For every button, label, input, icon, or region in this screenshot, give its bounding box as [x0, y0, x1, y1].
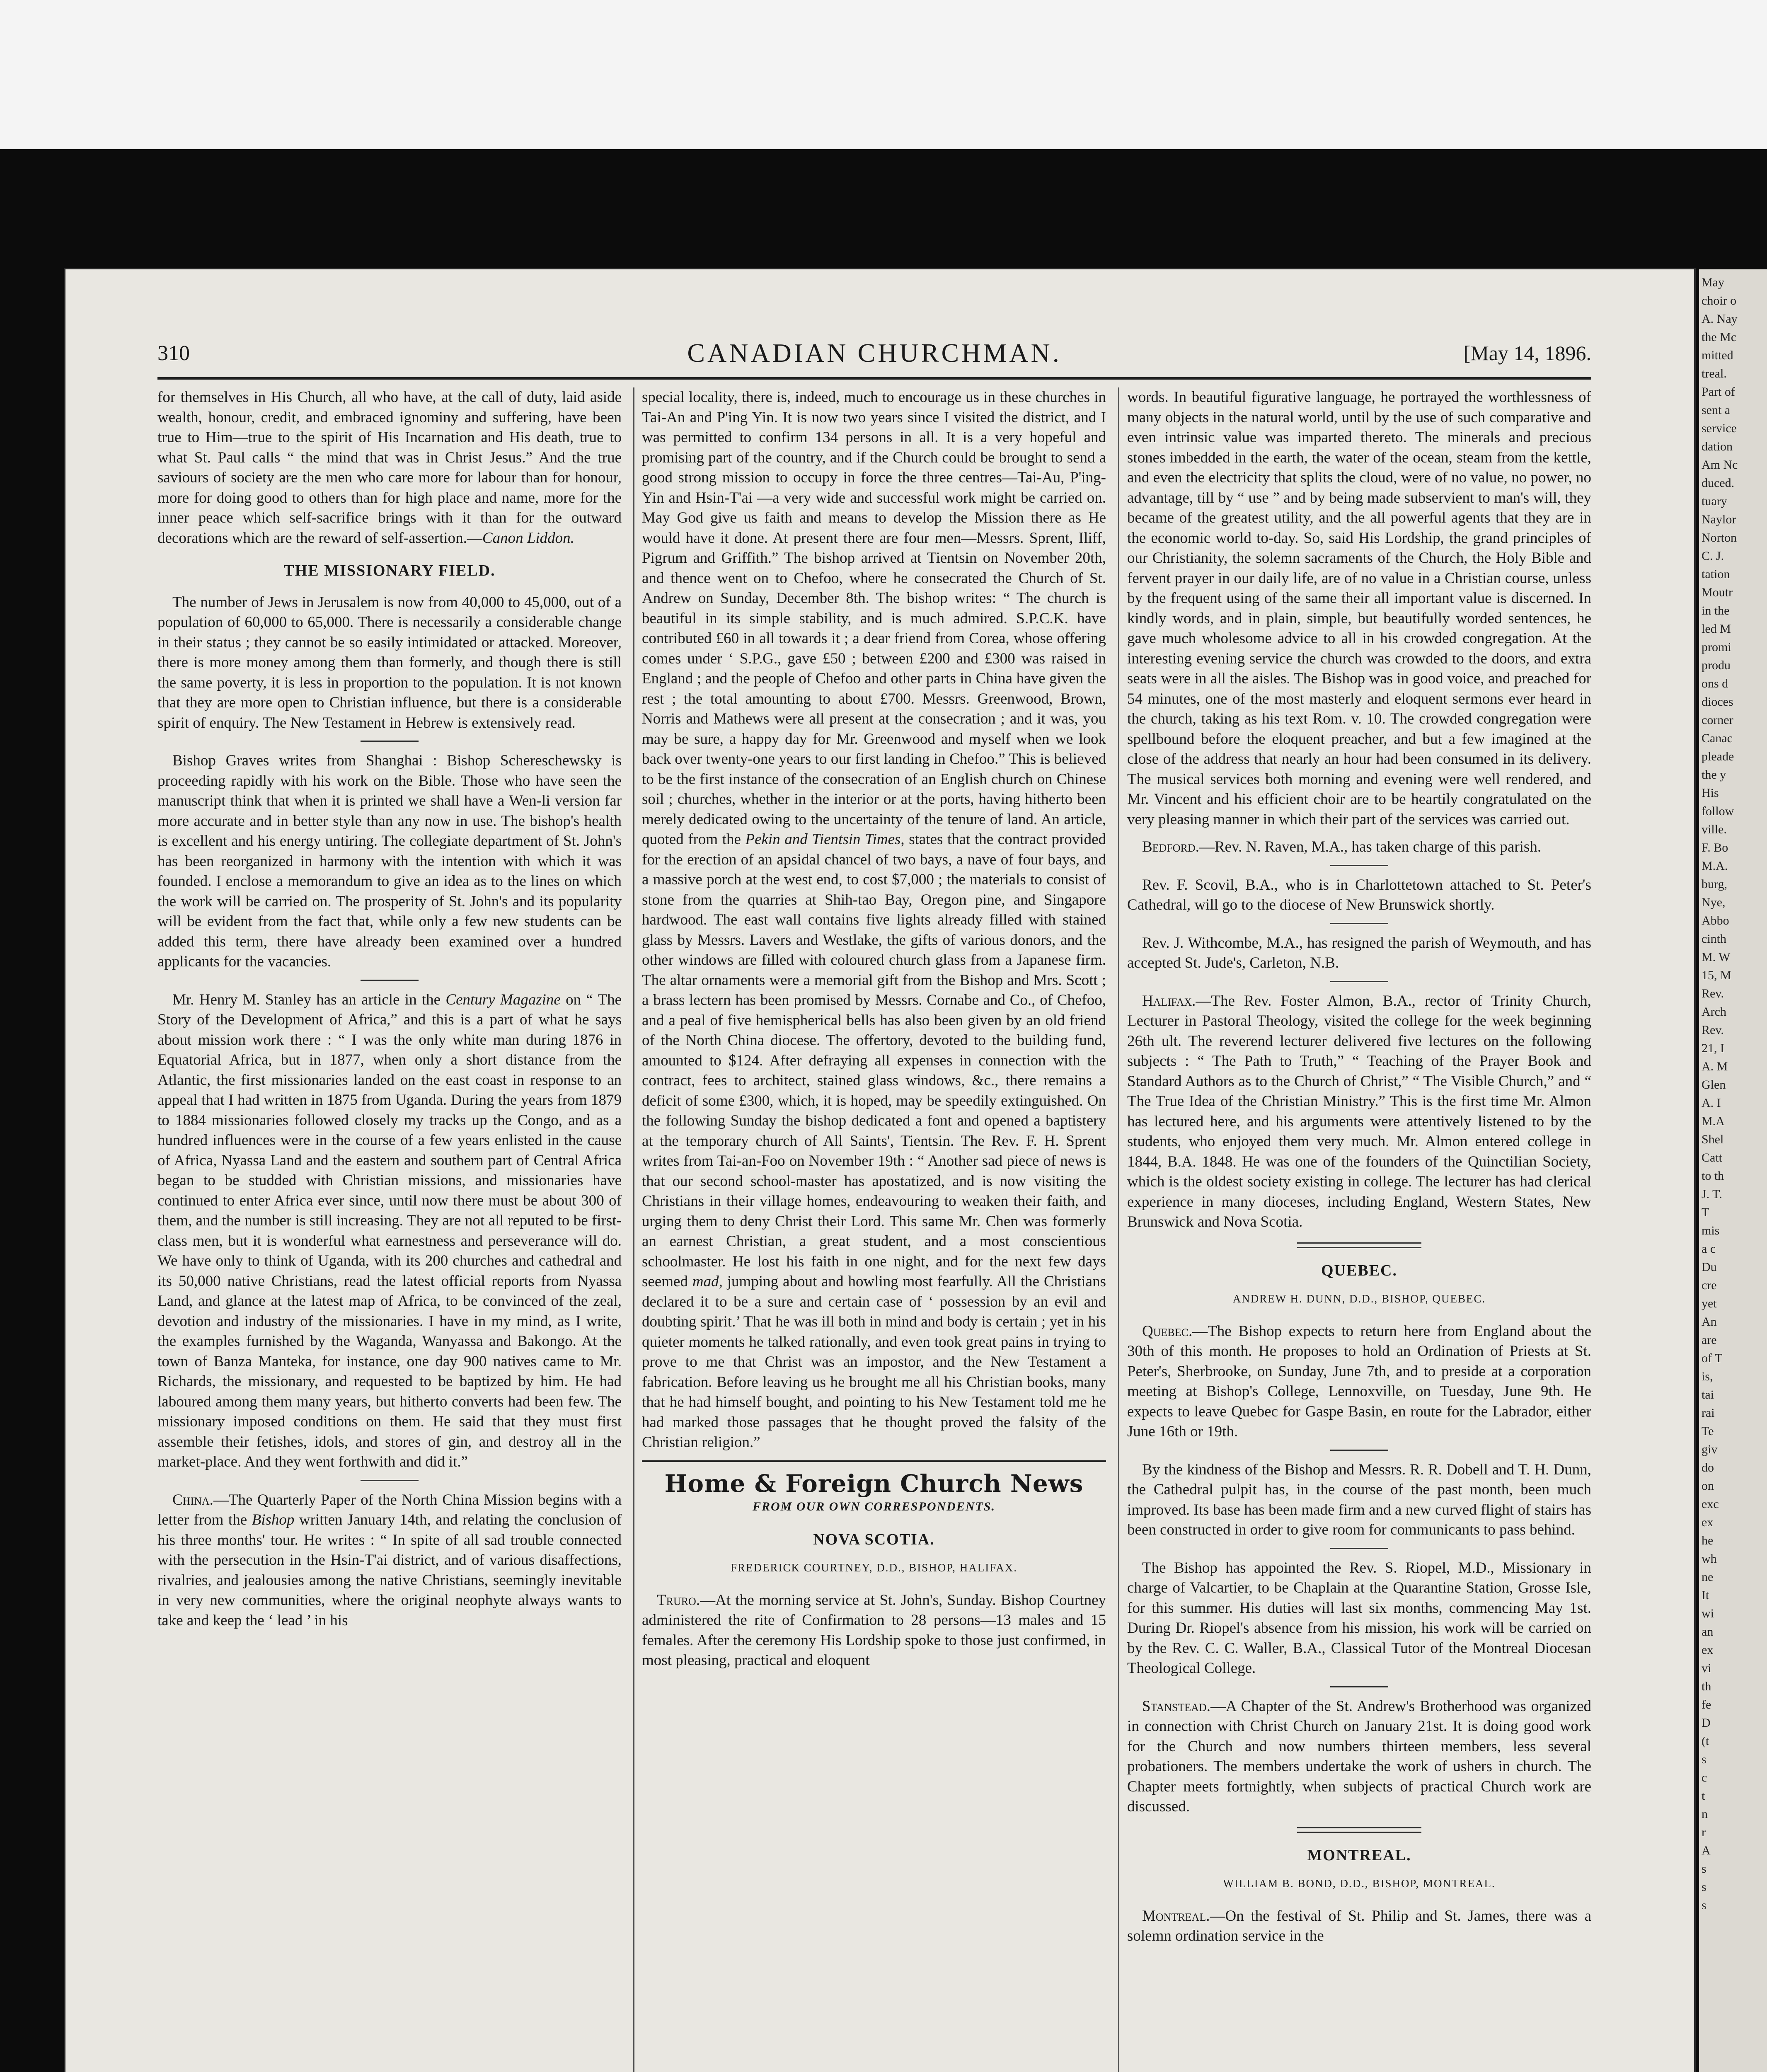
- adjacent-page-fragment: of T: [1702, 1351, 1723, 1365]
- adjacent-page-fragment: Te: [1702, 1424, 1714, 1438]
- paragraph-text: special locality, there is, indeed, much to encourage us in these churches in Tai-An and P'ing Yin. It is now two years since I visited the district, and I was permitted to confirm 134 persons in all. It is a very hopeful and promising part of the country, and if the Church could be brought to send a good strong mission to occupy in force the three centres—Tai-Au, P'ing-Yin and Hsin-T'ai —a very wide and successful work might be carried on. May God give us faith and means to develop the Mission there as He would have it done. At present there are four men—Messrs. Sprent, Iliff, Pigrum and Griffith.” The bishop arrived at Tientsin on November 20th, and thence went on to Chefoo, where he consecrated the Church of St. Andrew on Sunday, December 8th. The bishop writes: “ The church is beautiful in its simple stability, and is much admired. S.P.C.K. have contributed £60 in all towards it ; a dear friend from Corea, whose offering comes under ‘ S.P.G., gave £50 ; between £200 and £300 was raised in England ; and the people of Chefoo and other parts in China have given the rest ; the total amounting to about £700. Messrs. Greenwood, Brown, Norris and Mathews were all present at the consecration ; and it was, you may be sure, a happy day for Mr. Greenwood and myself when we look back over twenty-one years to our first landing in Chefoo.” This is believed to be the first instance of the consecration of an English church on Chinese soil ; churches, whether in the interior or at the ports, having hitherto been merely dedicated owing to the uncertainty of the tenure of land. An article, quoted from the: [642, 389, 1106, 848]
- adjacent-page-fragment: s: [1702, 1898, 1706, 1912]
- adjacent-page-fragment: wh: [1702, 1552, 1717, 1566]
- section-title: THE MISSIONARY FIELD.: [283, 562, 496, 579]
- adjacent-page-fragment: pleade: [1702, 750, 1734, 763]
- adjacent-page-fragment: to th: [1702, 1169, 1724, 1183]
- adjacent-page-fragment: dioces: [1702, 695, 1733, 709]
- divider: [1330, 865, 1388, 866]
- paragraph-text: Mr. Henry M. Stanley has an article in the: [172, 991, 446, 1008]
- adjacent-page-fragment: (t: [1702, 1734, 1709, 1748]
- divider: [1330, 981, 1388, 982]
- article-paragraph: Rev. F. Scovil, B.A., who is in Charlottetown attached to St. Peter's Cathedral, will go to the diocese of New Brunswick shortly.: [1127, 876, 1591, 913]
- section-rule: [1297, 1827, 1421, 1833]
- article-paragraph: [1127, 991, 1591, 1232]
- article-paragraph: [642, 387, 1106, 1453]
- adjacent-page-fragment: promi: [1702, 640, 1731, 654]
- adjacent-page-fragment: r: [1702, 1825, 1706, 1839]
- adjacent-page-fragment: ville.: [1702, 823, 1727, 836]
- diocese-title: NOVA SCOTIA.: [813, 1530, 935, 1548]
- divider: [361, 1480, 419, 1481]
- column-3: [1127, 387, 1591, 1954]
- adjacent-page-fragment: Arch: [1702, 1005, 1726, 1019]
- adjacent-page-fragment: A. Nay: [1702, 312, 1738, 326]
- adjacent-page-fragment: C. J.: [1702, 549, 1724, 563]
- scan-top-margin: [0, 0, 1767, 149]
- paragraph-text: —On the festival of St. Philip and St. James, there was a solemn ordination service in the: [1127, 1907, 1591, 1944]
- adjacent-page-fragment: n: [1702, 1807, 1708, 1821]
- adjacent-page-fragment: Glen: [1702, 1078, 1726, 1092]
- column-2: [642, 387, 1106, 1678]
- place-lead: Quebec.: [1142, 1322, 1193, 1340]
- adjacent-page-fragment: Naylor: [1702, 513, 1736, 526]
- article-paragraph: Rev. J. Withcombe, M.A., has resigned the parish of Weymouth, and has accepted St. Jude's, Carleton, N.B.: [1127, 934, 1591, 971]
- adjacent-page-fragment: Catt: [1702, 1151, 1722, 1164]
- divider: [1330, 923, 1388, 924]
- news-section-title: Home & Foreign Church News: [664, 1469, 1084, 1498]
- paragraph-text: —Rev. N. Raven, M.A., has taken charge of this parish.: [1199, 838, 1542, 855]
- adjacent-page-fragment: the y: [1702, 768, 1726, 782]
- article-paragraph: [642, 1590, 1106, 1671]
- adjacent-page-fragment: c: [1702, 1771, 1707, 1784]
- adjacent-page-fragment: tuary: [1702, 494, 1727, 508]
- adjacent-page-fragment: An: [1702, 1315, 1717, 1329]
- adjacent-page-fragment: exc: [1702, 1497, 1719, 1511]
- adjacent-page-fragment: wi: [1702, 1607, 1714, 1620]
- adjacent-page-fragment: vi: [1702, 1661, 1711, 1675]
- adjacent-page-fragment: led M: [1702, 622, 1731, 636]
- adjacent-page-fragment: the Mc: [1702, 330, 1737, 344]
- adjacent-page-fragment: Moutr: [1702, 586, 1733, 599]
- adjacent-page-fragment: an: [1702, 1625, 1714, 1639]
- adjacent-page-fragment: A. I: [1702, 1096, 1721, 1110]
- adjacent-page-fragment: Du: [1702, 1260, 1717, 1274]
- column-1: [157, 387, 622, 1638]
- news-section-subtitle: FROM OUR OWN CORRESPONDENTS.: [752, 1500, 996, 1513]
- article-paragraph: Bishop Graves writes from Shanghai : Bishop Schereschewsky is proceeding rapidly with his work on the Bible. Those who have seen the manuscript think that when it is printed we shall have a Wen-li version far more accurate and in better style than any now in use. The bishop's health is excellent and his energy untiring. The collegiate department of St. John's has been reorganized in harmony with the intention with which it was founded. I enclose a memorandum to give an idea as to the lines on which the work will be carried on. The prosperity of St. John's and its popularity will be evident from the fact that, while only a few new students can be added this term, there have already been examined over a hundred applicants for the vacancies.: [157, 752, 622, 970]
- adjacent-page-fragment: rai: [1702, 1406, 1715, 1420]
- adjacent-page-fragment: May: [1702, 276, 1724, 289]
- place-lead: China.: [172, 1491, 213, 1508]
- paragraph-text: on “ The Story of the Development of Africa,” and this is a part of what he says about mission work there : “ I was the only white man during 1876 in Equatorial Africa, but in 1877, when only a short distance from the Atlantic, the first missionaries landed on the east coast in response to an appeal that I had written in 1875 from Uganda. During the years from 1879 to 1884 missionaries followed closely my tracks up the Congo, and as a hundred influences were in the course of a few years enlisted in the cause of Africa, Nyassa Land and the eastern and southern part of Central Africa began to be studded with Christian missions, and missionaries have continued to enter Africa ever since, until now there must be about 300 of them, and the number is still increasing. They are not all reputed to be first-class men, but it is wonderful what earnestness and perseverance will do. We have only to think of Uganda, with its 200 churches and cathedral and its 50,000 native Christians, read the latest official reports from Nyassa Land, and glance at the latest map of Africa, to be convinced of the zeal, devotion and industry of the missionaries. I have in my mind, as I write, the examples furnished by the Waganda, Wanyassa and Bakongo. At the town of Banza Manteka, for instance, one day 900 natives came to Mr. Richards, the missionary, and requested to be baptized by him. He had laboured among them many years, but hitherto converts had been few. The missionary imposed conditions on them. He said that they must first assemble their fetishes, idols, and stores of gin, and destroy all in the market-place. And they went forthwith and did it.”: [157, 991, 622, 1470]
- adjacent-page-fragment: treal.: [1702, 367, 1727, 380]
- paragraph-text: —At the morning service at St. John's, Sunday. Bishop Courtney administered the rite of Confirmation to 28 persons—13 males and 15 females. After the ceremony His Lordship spoke to those just confirmed, in most pleasing, practical and eloquent: [642, 1591, 1106, 1669]
- adjacent-page-fragment: sent a: [1702, 403, 1731, 417]
- adjacent-page-fragment: th: [1702, 1680, 1711, 1693]
- adjacent-page-fragment: burg,: [1702, 877, 1727, 891]
- header-rule: [157, 377, 1591, 380]
- section-rule: [642, 1460, 1106, 1462]
- adjacent-page-fragment: s: [1702, 1752, 1706, 1766]
- section-rule: [1297, 1242, 1421, 1248]
- divider: [1330, 1686, 1388, 1687]
- adjacent-page-fragment: duced.: [1702, 476, 1735, 490]
- newspaper-title: Pekin and Tientsin Times: [745, 831, 901, 848]
- adjacent-page-fragment: he: [1702, 1534, 1714, 1547]
- adjacent-page-fragment: choir o: [1702, 294, 1737, 307]
- adjacent-page-fragment: Part of: [1702, 385, 1735, 399]
- page-number: 310: [157, 341, 190, 365]
- adjacent-page-fragment: D: [1702, 1716, 1711, 1730]
- divider: [1330, 1548, 1388, 1549]
- paragraph-text: —The Bishop expects to return here from England about the 30th of this month. He proposes to hold an Ordination of Priests at St. Peter's, Sherbrooke, on Sunday, June 7th, and to preside at a corporation meeting at Bishop's College, Lennoxville, on Tuesday, June 9th. He expects to leave Quebec for Gaspe Basin, en route for the Labrador, either June 16th or 19th.: [1127, 1322, 1591, 1440]
- article-paragraph: words. In beautiful figurative language, he portrayed the worthlessness of many objects in the natural world, until by the use of such comparative and even intrinsic value was imparted thereto. The minerals and precious stones imbedded in the earth, the water of the ocean, steam from the kettle, and even the electricity that splits the cloud, were of no value, no power, no advantage, till by “ use ” and by being made subservient to man's will, they became of the greatest utility, and the all powerful agents that they are in the economic world to-day. So, said His Lordship, the grand principles of our Christianity, the solemn sacraments of the Church, the Holy Bible and fervent prayer in our daily life, are of no value in a Christian course, unless by the frequent using of the same their all important value is discerned. In kindly words, and in plain, simple, but beautifully worded sentences, he gave much wholesome advice to all in his crowded congregation. At the interesting evening service the church was crowded to the doors, and extra seats were in all the aisles. The Bishop was in good voice, and preached for 54 minutes, one of the most masterly and eloquent sermons ever heard in the church, taking as his text Rom. v. 10. The crowded congregation were spellbound before the eloquent preacher, and but a few imagined at the close of the address that nearly an hour had been consumed in its delivery. The musical services both morning and evening were well rendered, and Mr. Vincent and his efficient choir are to be heartily congratulated on the very pleasing manner in which their part of the services was carried out.: [1127, 389, 1591, 828]
- column-divider: [1118, 387, 1119, 2072]
- paragraph-text: written January 14th, and relating the conclusion of his three months' tour. He writes : “ In spite of all sad trouble connected with the persecution in the Hsin-T'ai district, and of various disaffections, rivalries, and jealousies among the native Christians, seemingly inevitable in very new communities, where the original neophyte always wants to take and keep the ‘ lead ’ in his: [157, 1511, 622, 1629]
- masthead-title: CANADIAN CHURCHMAN.: [687, 338, 1062, 368]
- adjacent-page-fragment: s: [1702, 1862, 1706, 1876]
- paragraph-text: , states that the contract provided for the erection of an apsidal chancel of two bays, a nave of four bays, and a massive porch at the west end, to cost $7,000 ; the materials to consist of stone from the quarries at Shih-tao Bay, Oregon pine, and Singapore hardwood. The east wall contains five lights already filled with stained glass by Messrs. Lavers and Westlake, the gifts of various donors, and the other windows are filled with coloured church glass from a Japanese firm. The altar ornaments were a memorial gift from the Bishop and Mrs. Scott ; a brass lectern has been promised by Messrs. Cornabe and Co., of Chefoo, and a peal of five hemispherical bells has also been given by an old friend of the North China diocese. The offertory, devoted to the building fund, amounted to $124. After defraying all expenses in connection with the contract, fees to architect, stained glass windows, &c., there remains a deficit of some £300, which, it is hoped, may be speedily extinguished. On the following Sunday the bishop dedicated a font and opened a baptistery at the temporary church of All Saints', Tientsin. The Rev. F. H. Sprent writes from Tai-an-Foo on November 19th : “ Another sad piece of news is that our second school-master has apostatized, and is now visiting the Christians in their village homes, endeavouring to weaken their faith, and urging them to deny Christ their Lord. This same Mr. Chen was formerly an earnest Christian, a great student, and a most conscientious schoolmaster. He lost his faith in one night, and for the next few days seemed: [642, 831, 1106, 1290]
- place-lead: Bedford.: [1142, 838, 1199, 855]
- page-header: [157, 338, 1591, 371]
- adjacent-page-fragment: J. T.: [1702, 1187, 1722, 1201]
- article-paragraph: [157, 990, 622, 1472]
- adjacent-page-fragment: dation: [1702, 440, 1733, 453]
- article-paragraph: [157, 1490, 622, 1631]
- paragraph-text: —The Rev. Foster Almon, B.A., rector of Trinity Church, Lecturer in Pastoral Theology, visited the college for the week beginning 26th ult. The reverend lecturer delivered five lectures on the following subjects : “ The Path to Truth,” “ Teaching of the Prayer Book and Standard Authors as to the Church of Christ,” “ The Visible Church,” and “ The True Idea of the Christian Ministry.” This is the first time Mr. Almon has lectured here, and his arguments were attentively listened to by the students, who enjoyed them very much. Mr. Almon entered college in 1844, B.A. 1848. He was one of the founders of the Quinctilian Society, which is the oldest society existing in college. The lecturer has had clerical experience in many dioceses, including England, Western States, New Brunswick and Nova Scotia.: [1127, 992, 1591, 1230]
- article-paragraph: [157, 387, 622, 548]
- diocese-bishop: FREDERICK COURTNEY, D.D., BISHOP, HALIFAX.: [731, 1561, 1017, 1574]
- adjacent-page-fragment: Canac: [1702, 731, 1733, 745]
- column-divider: [633, 387, 634, 2072]
- adjacent-page-fragment: corner: [1702, 713, 1733, 727]
- diocese-title: MONTREAL.: [1307, 1846, 1411, 1864]
- article-paragraph: The Bishop has appointed the Rev. S. Riopel, M.D., Missionary in charge of Valcartier, to be Chaplain at the Quarantine Station, Grosse Isle, for this summer. His duties will last six months, commencing May 1st. During Dr. Riopel's absence from his mission, his work will be carried on by the Rev. C. C. Waller, B.A., Classical Tutor of the Montreal Diocesan Theological College.: [1127, 1559, 1591, 1677]
- adjacent-page-fragment: in the: [1702, 604, 1730, 617]
- adjacent-page-fragment: follow: [1702, 804, 1734, 818]
- adjacent-page-fragment: are: [1702, 1333, 1717, 1347]
- adjacent-page-fragment: a c: [1702, 1242, 1716, 1256]
- diocese-title: QUEBEC.: [1321, 1261, 1397, 1279]
- adjacent-page-fragment: Norton: [1702, 531, 1737, 545]
- citation: Canon Liddon.: [482, 529, 574, 547]
- adjacent-page-fragment: mitted: [1702, 349, 1733, 362]
- place-lead: Stanstead.: [1142, 1697, 1210, 1715]
- issue-date: [May 14, 1896.: [1463, 341, 1591, 365]
- adjacent-page-fragment: ons d: [1702, 677, 1728, 690]
- adjacent-page-fragment: Abbo: [1702, 914, 1729, 927]
- magazine-title: Century Magazine: [445, 991, 561, 1008]
- adjacent-page-fragment: Shel: [1702, 1133, 1724, 1146]
- adjacent-page-fragment: M.A: [1702, 1114, 1725, 1128]
- divider: [1330, 1450, 1388, 1451]
- adjacent-page-fragment: ex: [1702, 1515, 1714, 1529]
- adjacent-page-fragment: M.A.: [1702, 859, 1728, 873]
- paragraph-text: for themselves in His Church, all who have, at the call of duty, laid aside wealth, honour, credit, and embraced ignominy and suffering, have been true to Him—true to the spirit of His Incarnation and His death, true to what St. Paul calls “ the mind that was in Christ Jesus.” And the true saviours of society are the men who care more for labour than for honour, more for doing good to others than for high place and name, more for the inner peace which self-sacrifice brings with it than for the outward decorations which are the reward of self-assertion.—: [157, 389, 622, 547]
- divider: [361, 741, 419, 742]
- paragraph-text: —A Chapter of the St. Andrew's Brotherhood was organized in connection with Christ Church on January 21st. It is doing good work for the Church and now numbers thirteen members, less several probationers. The members undertake the work of ushers in church. The Chapter meets fortnightly, when subjects of practical Church work are discussed.: [1127, 1697, 1591, 1815]
- diocese-bishop: WILLIAM B. BOND, D.D., BISHOP, MONTREAL.: [1223, 1877, 1496, 1890]
- diocese-bishop: ANDREW H. DUNN, D.D., BISHOP, QUEBEC.: [1232, 1293, 1486, 1305]
- article-paragraph: [1127, 1697, 1591, 1817]
- italic-word: Bishop: [252, 1511, 295, 1528]
- article-paragraph: [1127, 1322, 1591, 1442]
- adjacent-page-fragment: T: [1702, 1205, 1709, 1219]
- place-lead: Halifax.: [1142, 992, 1196, 1009]
- adjacent-page-fragment: giv: [1702, 1443, 1718, 1456]
- divider: [361, 980, 419, 981]
- adjacent-page-fragment: Am Nc: [1702, 458, 1738, 472]
- article-paragraph: [1127, 837, 1591, 857]
- adjacent-page-fragment: ne: [1702, 1570, 1714, 1584]
- adjacent-page-fragment: tai: [1702, 1388, 1714, 1402]
- adjacent-page-fragment: fe: [1702, 1698, 1711, 1711]
- adjacent-page-fragment: Rev.: [1702, 1023, 1724, 1037]
- adjacent-page-fragment: yet: [1702, 1297, 1717, 1310]
- adjacent-page-fragment: 15, M: [1702, 968, 1731, 982]
- adjacent-page-fragment: mis: [1702, 1224, 1720, 1237]
- paragraph-text: —The Quarterly Paper of the North China Mission begins with a letter from the: [157, 1491, 622, 1528]
- adjacent-page-fragment: on: [1702, 1479, 1714, 1493]
- adjacent-page-fragment: His: [1702, 786, 1719, 800]
- article-paragraph: The number of Jews in Jerusalem is now from 40,000 to 45,000, out of a population of 60,000 to 65,000. There is necessarily a considerable change in their status ; they cannot be so easily intimidated or attacked. Moreover, there is more money among them than formerly, and though there is still the same poverty, it is less in proportion to the population. It is not known that they are more open to Christian influence, but there is a considerable spirit of enquiry. The New Testament in Hebrew is extensively read.: [157, 593, 622, 731]
- paragraph-text: , jumping about and howling most fearfully. All the Christians declared it to be a sure and certain case of ‘ possession by an evil and doubting spirit.’ That he was ill both in mind and body is certain ; yet in his quieter moments he talked rationally, and even took great pains in trying to prove to me that Christ was an impostor, and the New Testament a fabrication. Before leaving us he brought me all his Christian books, many that he had himself bought, and pointing to his New Testament told me he had marked those passages that he thought proved the falsity of the Christian religion.”: [642, 1273, 1106, 1451]
- adjacent-page-fragments: [1699, 269, 1767, 1919]
- adjacent-page-edge: [1699, 269, 1767, 2072]
- adjacent-page-fragment: tation: [1702, 567, 1730, 581]
- article-paragraph: By the kindness of the Bishop and Messrs. R. R. Dobell and T. H. Dunn, the Cathedral pulpit has, in the course of the past month, been much improved. Its base has been made firm and a new curved flight of stairs has been constructed in order to give room for communicants to pass behind.: [1127, 1461, 1591, 1538]
- adjacent-page-fragment: do: [1702, 1461, 1714, 1474]
- adjacent-page-fragment: Rev.: [1702, 987, 1724, 1000]
- adjacent-page-fragment: It: [1702, 1588, 1709, 1602]
- adjacent-page-fragment: s: [1702, 1880, 1706, 1894]
- adjacent-page-fragment: service: [1702, 421, 1737, 435]
- place-lead: Montreal.: [1142, 1907, 1210, 1924]
- adjacent-page-fragment: A. M: [1702, 1060, 1728, 1073]
- adjacent-page-fragment: cinth: [1702, 932, 1726, 946]
- adjacent-page-fragment: is,: [1702, 1370, 1713, 1383]
- adjacent-page-fragment: cre: [1702, 1278, 1717, 1292]
- article-paragraph: [1127, 1906, 1591, 1946]
- adjacent-page-fragment: M. W: [1702, 950, 1731, 964]
- adjacent-page-fragment: Nye,: [1702, 896, 1726, 909]
- adjacent-page-fragment: t: [1702, 1789, 1705, 1803]
- italic-word: mad: [692, 1273, 719, 1290]
- place-lead: Truro.: [657, 1591, 700, 1609]
- adjacent-page-fragment: 21, I: [1702, 1041, 1724, 1055]
- adjacent-page-fragment: produ: [1702, 658, 1731, 672]
- adjacent-page-fragment: A: [1702, 1844, 1711, 1857]
- adjacent-page-fragment: F. Bo: [1702, 841, 1728, 854]
- adjacent-page-fragment: ex: [1702, 1643, 1714, 1657]
